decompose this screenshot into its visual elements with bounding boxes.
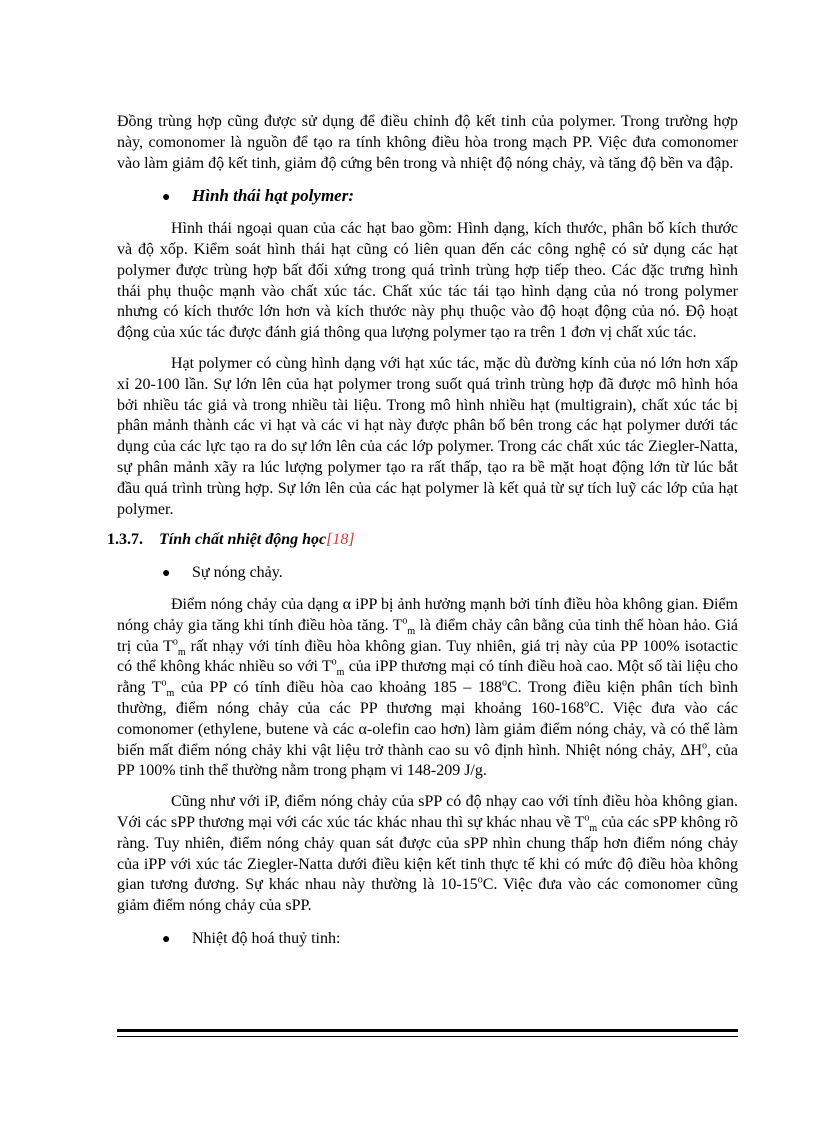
bullet-icon: ● (162, 190, 171, 206)
bullet-label: Sự nóng chảy. (192, 564, 283, 582)
citation-link[interactable]: [18] (326, 531, 355, 549)
bullet-melting (162, 563, 738, 585)
m-subscript: m (589, 823, 598, 835)
bullet-glass-transition (162, 929, 738, 951)
degree-superscript: o (477, 874, 483, 886)
degree-superscript: o (702, 740, 708, 752)
section-number: 1.3.7. (107, 531, 143, 549)
text-run: Cũng như với iP, điểm nóng chảy của sPP có độ nhạy cao với tính điều hòa không gian. Với các sPP thương mại với các xúc tác khác nhau thì sự khác nhau về T (117, 793, 738, 831)
text-run: C. Việc đưa vào các comonomer cũng giảm điểm nóng chảy của sPP. (117, 876, 739, 915)
degree-superscript: o (331, 657, 337, 668)
document-page (107, 112, 739, 951)
text-run: của PP có tính điều hòa cao khoảng 185 – 188 (174, 679, 502, 697)
bullet-label: Nhiệt độ hoá thuỷ tinh: (192, 929, 341, 947)
m-subscript: m (177, 646, 186, 658)
bullet-icon: ● (162, 931, 171, 947)
m-subscript: m (407, 625, 416, 637)
paragraph-copolymerization: Đồng trùng hợp cũng được sử dụng để điều chỉnh độ kết tinh của polymer. Trong trường hợp này, comonomer là nguồn để tạo ra tính không điều hòa trong mạch PP. Việc đưa comonomer vào làm giảm độ kết tinh, giảm độ cứng bên trong và nhiệt độ nóng chảy, và tăng độ bền va đập. (117, 113, 738, 172)
degree-superscript: o (402, 615, 408, 627)
degree-superscript: o (584, 698, 590, 710)
bullet-icon: ● (162, 566, 171, 582)
paragraph-morphology: Hình thái ngoại quan của các hạt bao gồm: Hình dạng, kích thước, phân bố kích thước và độ xốp. Kiểm soát hình thái hạt cũng có liên quan đến các công nghệ có sử dụng các hạt polymer được trùng hợp bất đối xứng trong quá trình trùng hợp tiếp theo. Các đặc trưng hình thái phụ thuộc mạnh vào chất xúc tác. Chất xúc tác tái tạo hình dạng của nó trong polymer nhưng có kích thước lớn hơn và kích thước này phụ thuộc vào độ hoạt động của nó. Độ hoạt động của xúc tác được đánh giá thông qua lượng polymer tạo ra trên 1 đơn vị chất xúc tác. (117, 220, 738, 342)
text-run: Điểm nóng chảy của dạng α iPP bị ảnh hưởng mạnh bởi tính điều hòa không gian. Điểm nóng chảy gia tăng khi tính điều hòa tăng. T (117, 595, 738, 634)
bullet-label: Hình thái hạt polymer: (192, 186, 354, 206)
paragraph-particle-growth: Hạt polymer có cùng hình dạng với hạt xúc tác, mặc dù đường kính của nó lớn hơn xấp xỉ 20-100 lần. Sự lớn lên của hạt polymer trong suốt quá trình trùng hợp đã được mô hình hóa bởi nhiều tác giả và trong nhiều tài liệu. Trong mô hình nhiều hạt (multigrain), chất xúc tác bị phân mảnh thành các vi hạt và các vi hạt này được phân bố bên trong các hạt polymer dưới tác dụng của các lực tạo ra do sự lớn lên của các lớp polymer. Trong các chất xúc tác Ziegler-Natta, sự phân mảnh xãy ra lúc lượng polymer tạo ra rất thấp, tạo ra bề mặt hoạt động lớn từ lúc bắt đầu quá trình trùng hợp. Sự lớn lên của các hạt polymer là kết quả từ sự tích luỹ các lớp của hạt polymer. (117, 354, 738, 518)
bullet-particle-morphology (162, 186, 738, 209)
degree-superscript: o (584, 812, 590, 824)
text-run: , của PP 100% tinh thể thường nằm trong phạm vi 148-209 J/g. (117, 741, 739, 780)
text-run: C. Trong điều kiện phân tích bình thường, điểm nóng chảy của các PP thương mại khoảng 160-168 (117, 679, 738, 717)
degree-superscript: o (172, 636, 178, 648)
text-run: C. Việc đưa vào các comonomer (ethylene, butene và các α-olefin cao hơn) làm giảm điểm nóng chảy, và có thể làm biến mất điểm nóng chảy khi vật liệu trở thành cao su vô định hình. Nhiệt nóng chảy, ΔH (117, 699, 739, 759)
footer-rule-thick (117, 1029, 738, 1032)
text-run: rất nhạy với tính điều hòa không gian. Tuy nhiên, giá trị này của PP 100% isotactic có thể không khác nhiều so với T (117, 637, 738, 676)
section-title: Tính chất nhiệt động học (159, 531, 327, 549)
text-run: của iPP thương mại có tính điều hoà cao. Một số tài liệu cho rằng T (117, 658, 739, 697)
footer-rule-thin (117, 1036, 738, 1037)
m-subscript: m (336, 667, 345, 679)
m-subscript: m (166, 688, 175, 700)
text-run: của các sPP không rõ ràng. Tuy nhiên, điểm nóng chảy quan sát được của sPP nhìn chung thấp hơn điểm nóng chảy của iPP với xúc tác Ziegler-Natta dưới điều kiện kết tinh thực tế khi có mức độ điều hòa không gian tương đương. Sự khác nhau này thường là 10-15 (117, 813, 739, 894)
section-title-group (159, 530, 355, 551)
text-run: là điểm chảy cân bằng của tinh thể hòan hảo. Giá trị của T (117, 616, 738, 655)
paragraph-spp-melting (117, 792, 738, 917)
degree-superscript: o (501, 677, 507, 689)
section-heading (107, 530, 738, 551)
degree-superscript: o (161, 677, 167, 689)
paragraph-melting-point (117, 595, 738, 782)
